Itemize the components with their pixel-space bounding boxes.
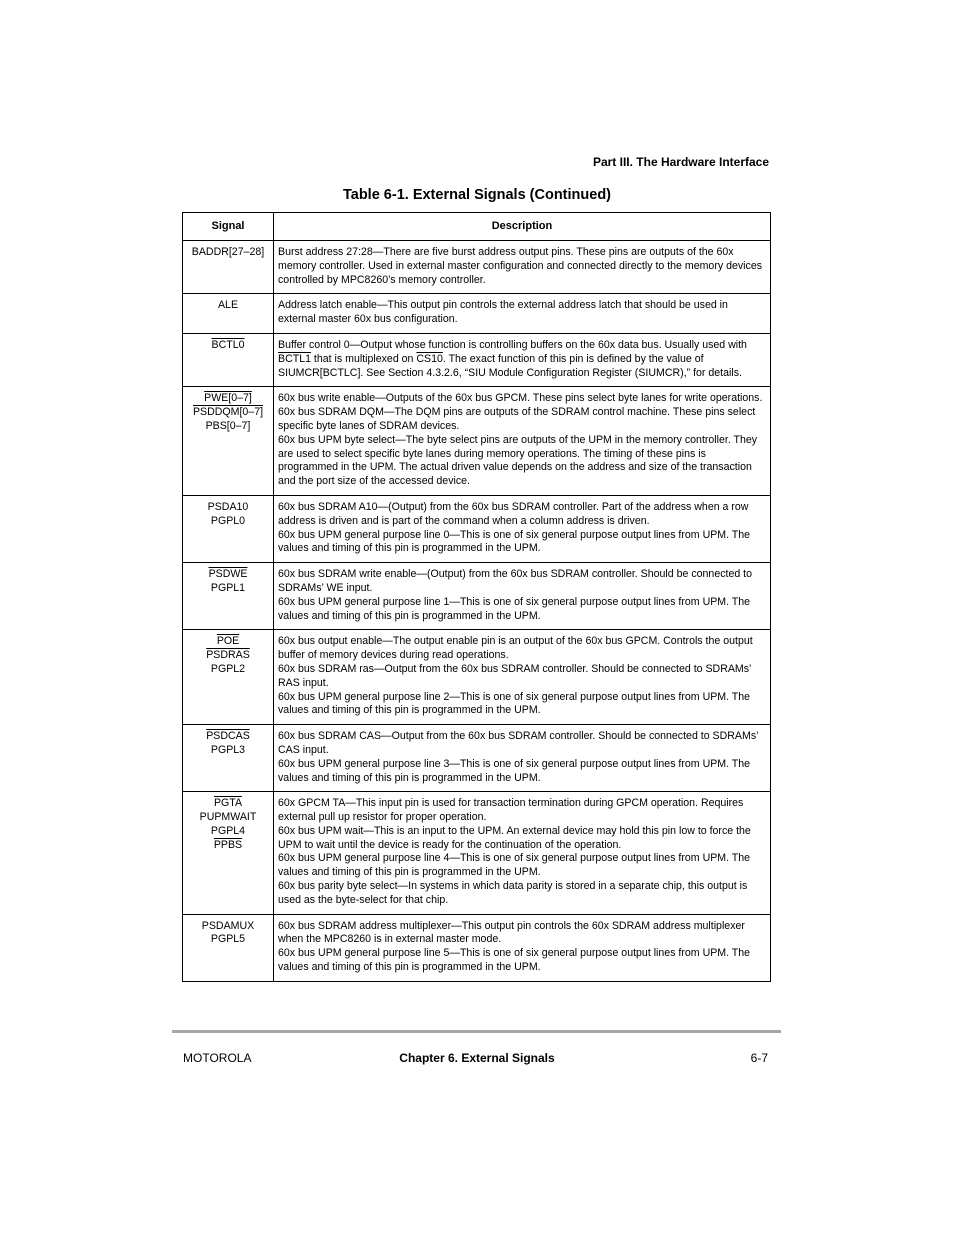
description-paragraph: [278, 299, 766, 327]
footer-publisher: MOTOROLA: [183, 1051, 252, 1065]
description-text: 60x bus UPM general purpose line 1—This is one of six general purpose output lines from UPM. The values and timing of this pin is programmed in the UPM.: [278, 595, 751, 622]
signal-cell: [183, 630, 274, 725]
signal-name: [185, 744, 271, 758]
description-paragraph: [278, 663, 766, 691]
signal-name-text: BADDR[27–28]: [191, 246, 265, 258]
description-cell: [274, 792, 771, 914]
signal-name-active-low: PSDCAS: [206, 730, 250, 743]
description-cell: [274, 387, 771, 496]
signal-name: [185, 649, 271, 663]
signal-name: [185, 299, 271, 313]
description-text: Address latch enable—This output pin controls the external address latch that should be used in external master 60x bus configuration.: [278, 299, 728, 326]
table-header-row: [183, 213, 771, 241]
signals-table: [182, 212, 771, 982]
signal-name: [185, 635, 271, 649]
description-text: 60x bus UPM general purpose line 0—This is one of six general purpose output lines from UPM. The values and timing of this pin is programmed in the UPM.: [278, 528, 751, 555]
column-header-signal: Signal: [183, 213, 274, 241]
footer-chapter: Chapter 6. External Signals: [399, 1051, 555, 1065]
signal-name: [185, 246, 271, 260]
signal-name: [185, 797, 271, 811]
description-paragraph: [278, 947, 766, 975]
description-paragraph: [278, 758, 766, 786]
footer-rule: [172, 1030, 781, 1033]
table-row: [183, 495, 771, 562]
signal-name: [185, 582, 271, 596]
description-cell: [274, 563, 771, 630]
description-text: 60x bus SDRAM CAS—Output from the 60x bus SDRAM controller. Should be connected to SDRAMs’ CAS input.: [278, 730, 759, 756]
table-title: Table 6-1. External Signals (Continued): [342, 187, 612, 203]
signal-name: [185, 420, 271, 434]
description-text: 60x bus SDRAM address multiplexer—This output pin controls the 60x SDRAM address multiplexer when the MPC8260 is in external master mode.: [278, 919, 745, 946]
signal-name-active-low: PSDWE: [208, 568, 248, 581]
signal-name: [185, 811, 271, 825]
signal-name-active-low: PSDDQM[0–7]: [192, 406, 264, 419]
table-body: [183, 241, 771, 982]
description-cell: [274, 294, 771, 334]
description-text: 60x bus write enable—Outputs of the 60x bus GPCM. These pins select byte lanes for write operations.: [278, 392, 763, 405]
signal-name-active-low: PGTA: [213, 797, 243, 810]
signal-reference-active-low: BCTL1: [278, 352, 311, 365]
signal-name-active-low: PWE[0–7]: [204, 392, 252, 405]
signal-name-text: PGPL0: [210, 514, 246, 527]
signal-name: [185, 839, 271, 853]
signal-name-text: PGPL5: [210, 933, 246, 946]
footer-page-number: 6-7: [750, 1051, 768, 1065]
description-text: 60x bus UPM general purpose line 3—This is one of six general purpose output lines from UPM. The values and timing of this pin is programmed in the UPM.: [278, 757, 751, 784]
signal-name: [185, 663, 271, 677]
description-text: Buffer control 0—Output whose function is controlling buffers on the 60x data bus. Usually used with: [278, 338, 747, 351]
signal-name-text: PUPMWAIT: [199, 811, 257, 824]
description-paragraph: [278, 691, 766, 719]
description-paragraph: [278, 825, 766, 853]
signal-cell: [183, 333, 274, 386]
part-header: Part III. The Hardware Interface: [592, 155, 769, 169]
signal-name-text: ALE: [217, 299, 239, 312]
signal-name-text: PGPL4: [210, 824, 246, 837]
description-cell: [274, 333, 771, 386]
signal-cell: [183, 495, 274, 562]
table-row: [183, 792, 771, 914]
description-text: 60x bus output enable—The output enable pin is an output of the 60x bus GPCM. Controls the output buffer of memory devices during read operations.: [278, 635, 753, 662]
description-text: 60x bus SDRAM A10—(Output) from the 60x bus SDRAM controller. Part of the address when a row address is driven and is part of the command when a column address is driven.: [278, 500, 749, 527]
description-paragraph: [278, 406, 766, 434]
description-text: Burst address 27:28—There are five burst address output pins. These pins are outputs of the 60x memory controller. Used in external master configuration and connected directly to the memory devices controlled by MPC8260’s memory controller.: [278, 246, 763, 286]
signal-name: [185, 501, 271, 515]
signal-reference-active-low: CS10: [416, 352, 443, 365]
signal-name-text: PSDA10: [207, 500, 249, 513]
signal-name: [185, 933, 271, 947]
table-row: [183, 630, 771, 725]
description-paragraph: [278, 339, 766, 380]
signal-cell: [183, 563, 274, 630]
signal-name-active-low: $\overline{POE}$: [216, 635, 240, 648]
description-paragraph: [278, 529, 766, 557]
table-row: [183, 387, 771, 496]
signal-name-active-low: PPBS: [213, 838, 243, 851]
description-text: 60x bus SDRAM ras—Output from the 60x bus SDRAM controller. Should be connected to SDRAMs’ RAS input.: [278, 662, 752, 689]
table-row: [183, 241, 771, 294]
signal-cell: [183, 914, 274, 981]
description-cell: [274, 630, 771, 725]
description-paragraph: [278, 880, 766, 908]
signal-name-active-low: PSDRAS: [206, 649, 250, 662]
description-paragraph: [278, 730, 766, 758]
description-text: 60x GPCM TA—This input pin is used for transaction termination during GPCM operation. Requires external pull up resistor for proper operation.: [278, 797, 744, 824]
table-row: [183, 914, 771, 981]
signal-cell: [183, 725, 274, 792]
description-text: 60x bus UPM general purpose line 2—This is one of six general purpose output lines from UPM. The values and timing of this pin is programmed in the UPM.: [278, 690, 751, 717]
description-paragraph: [278, 596, 766, 624]
signal-name: [185, 339, 271, 353]
signal-name: [185, 730, 271, 744]
description-paragraph: [278, 635, 766, 663]
signal-name: [185, 920, 271, 934]
signal-name-text: PGPL3: [210, 743, 246, 756]
column-header-description: Description: [274, 213, 771, 241]
signal-cell: [183, 792, 274, 914]
description-text: 60x bus SDRAM DQM—The DQM pins are outputs of the SDRAM control machine. These pins select specific byte lanes of SDRAM devices.: [278, 406, 756, 432]
table-row: [183, 333, 771, 386]
signal-name: [185, 392, 271, 406]
signal-name-active-low: BCTL0: [211, 338, 245, 351]
description-text: . The exact function of this pin is defined by the value of SIUMCR[BCTLC]. See Section 4.3.2.6, “SIU Module Configuration Register (SIUMCR),” for details.: [278, 352, 742, 379]
table-row: [183, 294, 771, 334]
description-paragraph: [278, 501, 766, 529]
signal-name: [185, 406, 271, 420]
description-text: 60x bus UPM byte select—The byte select pins are outputs of the UPM in the memory controller. They are used to select specific byte lanes during memory operations. The timing of these pins is programmed in the UPM. The actual driven value depends on the address and size of the transaction and the port size of the accessed device.: [278, 433, 758, 488]
signal-cell: [183, 241, 274, 294]
description-paragraph: [278, 852, 766, 880]
signal-name: [185, 515, 271, 529]
table-row: [183, 563, 771, 630]
description-paragraph: [278, 797, 766, 825]
description-paragraph: [278, 246, 766, 287]
description-text: 60x bus UPM general purpose line 5—This is one of six general purpose output lines from UPM. The values and timing of this pin is programmed in the UPM.: [278, 947, 751, 974]
description-text: 60x bus parity byte select—In systems in which data parity is stored in a separate chip, this output is used as the byte-select for that chip.: [278, 880, 748, 906]
signal-name-text: PBS[0–7]: [205, 419, 251, 432]
description-cell: [274, 914, 771, 981]
description-cell: [274, 241, 771, 294]
description-text: 60x bus SDRAM write enable—(Output) from the 60x bus SDRAM controller. Should be connected to SDRAMs’ WE input.: [278, 568, 753, 594]
signal-name-text: PGPL1: [210, 581, 246, 594]
signal-cell: [183, 294, 274, 334]
description-paragraph: [278, 568, 766, 596]
description-text: that is multiplexed on: [310, 352, 417, 365]
description-cell: [274, 495, 771, 562]
description-text: 60x bus UPM general purpose line 4—This is one of six general purpose output lines from UPM. The values and timing of this pin is programmed in the UPM.: [278, 852, 751, 879]
signal-cell: [183, 387, 274, 496]
table-row: [183, 725, 771, 792]
signal-name: [185, 568, 271, 582]
description-paragraph: [278, 434, 766, 489]
description-cell: [274, 725, 771, 792]
signal-name: [185, 825, 271, 839]
signal-name-text: PSDAMUX: [201, 919, 255, 932]
description-paragraph: [278, 920, 766, 948]
signal-name-text: PGPL2: [210, 662, 246, 675]
description-paragraph: [278, 392, 766, 406]
description-text: 60x bus UPM wait—This is an input to the UPM. An external device may hold this pin low to force the UPM to wait until the device is ready for the continuation of the operation.: [278, 824, 751, 851]
